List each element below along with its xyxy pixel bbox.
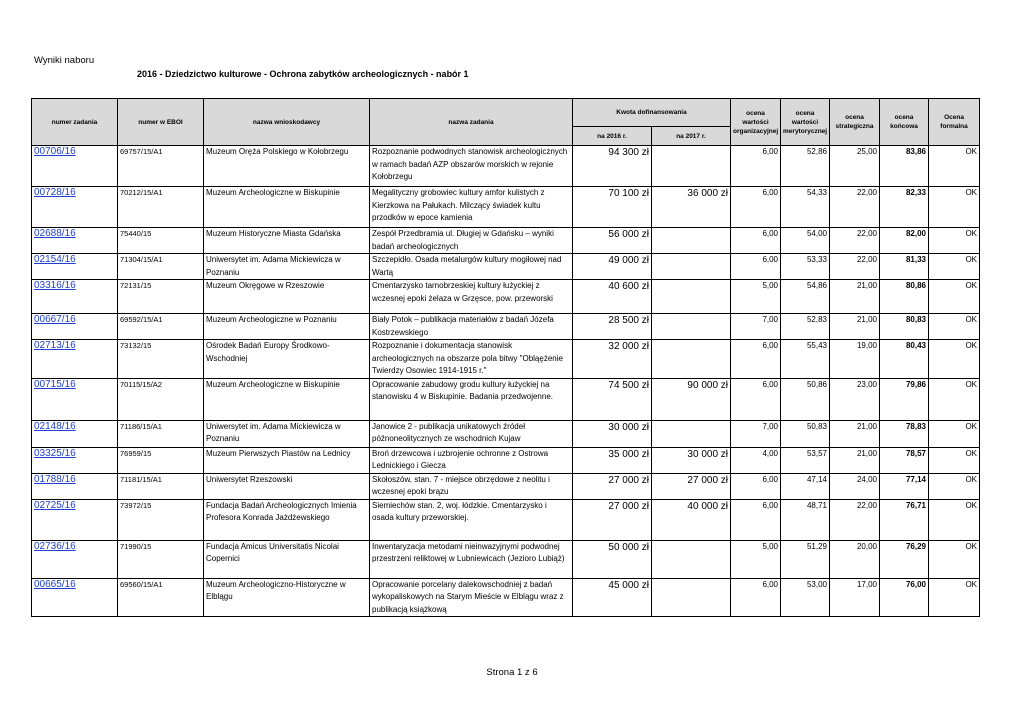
amount-2017 bbox=[652, 280, 731, 314]
score-substantive: 53,33 bbox=[781, 254, 830, 280]
task-number-cell bbox=[32, 340, 118, 379]
header-nazwa-zadania: nazwa zadania bbox=[370, 99, 573, 146]
task-number-link[interactable]: 02154/16 bbox=[34, 254, 76, 265]
header-kwota: Kwota dofinansowania bbox=[573, 99, 731, 127]
page-footer: Strona 1 z 6 bbox=[486, 667, 538, 678]
task-name: Broń drzewcowa i uzbrojenie ochronne z Ostrowa Lednickiego i Giecza bbox=[370, 447, 573, 473]
table-row bbox=[32, 146, 980, 187]
amount-2017: 30 000 zł bbox=[652, 447, 731, 473]
header-ocena-merytoryczna: ocena wartości merytorycznej bbox=[781, 99, 830, 146]
applicant-name: Uniwersytet Rzeszowski bbox=[204, 473, 370, 499]
score-strategic: 22,00 bbox=[830, 187, 880, 228]
applicant-name: Muzeum Oręża Polskiego w Kołobrzegu bbox=[204, 146, 370, 187]
applicant-name: Fundacja Amicus Universitatis Nicolai Copernici bbox=[204, 540, 370, 578]
amount-2016: 56 000 zł bbox=[573, 228, 652, 254]
score-substantive: 50,83 bbox=[781, 420, 830, 447]
amount-2017: 27 000 zł bbox=[652, 473, 731, 499]
score-strategic: 23,00 bbox=[830, 378, 880, 420]
score-final: 80,86 bbox=[880, 280, 929, 314]
score-final: 79,86 bbox=[880, 378, 929, 420]
task-number-link[interactable]: 02736/16 bbox=[34, 540, 76, 552]
task-name: Megalityczny grobowiec kultury amfor kulistych z Kierzkowa na Pałukach. Milczący świadek kultu przodków w epoce kamienia bbox=[370, 187, 573, 228]
formal-assessment: OK bbox=[929, 540, 980, 578]
eboi-number: 73132/15 bbox=[118, 340, 204, 379]
score-organizational: 7,00 bbox=[731, 420, 781, 447]
applicant-name: Muzeum Archeologiczne w Poznaniu bbox=[204, 314, 370, 340]
amount-2016: 50 000 zł bbox=[573, 540, 652, 578]
score-substantive: 54,33 bbox=[781, 187, 830, 228]
header-numer-eboi: numer w EBOI bbox=[118, 99, 204, 146]
score-final: 80,83 bbox=[880, 314, 929, 340]
score-organizational: 6,00 bbox=[731, 146, 781, 187]
task-name: Opracowanie zabudowy grodu kultury łużyckiej na stanowisku 4 w Biskupinie. Badania przedwojenne. bbox=[370, 378, 573, 420]
task-name: Skołoszów, stan. 7 - miejsce obrzędowe z neolitu i wczesnej epoki brązu bbox=[370, 473, 573, 499]
amount-2016: 49 000 zł bbox=[573, 254, 652, 280]
score-final: 78,57 bbox=[880, 447, 929, 473]
task-number-link[interactable]: 00706/16 bbox=[34, 146, 76, 157]
task-name: Szczepidło. Osada metalurgów kultury mogiłowej nad Wartą bbox=[370, 254, 573, 280]
task-number-link[interactable]: 00728/16 bbox=[34, 187, 76, 198]
amount-2017 bbox=[652, 314, 731, 340]
amount-2016: 32 000 zł bbox=[573, 340, 652, 379]
eboi-number: 71186/15/A1 bbox=[118, 420, 204, 447]
score-final: 80,43 bbox=[880, 340, 929, 379]
amount-2016: 40 600 zł bbox=[573, 280, 652, 314]
amount-2016: 35 000 zł bbox=[573, 447, 652, 473]
header-ocena-formalna: Ocena formalna bbox=[929, 99, 980, 146]
eboi-number: 72131/15 bbox=[118, 280, 204, 314]
formal-assessment: OK bbox=[929, 280, 980, 314]
formal-assessment: OK bbox=[929, 146, 980, 187]
formal-assessment: OK bbox=[929, 447, 980, 473]
table-row bbox=[32, 228, 980, 254]
table-row bbox=[32, 187, 980, 228]
formal-assessment: OK bbox=[929, 314, 980, 340]
score-organizational: 6,00 bbox=[731, 254, 781, 280]
eboi-number: 69757/15/A1 bbox=[118, 146, 204, 187]
score-final: 81,33 bbox=[880, 254, 929, 280]
task-number-cell bbox=[32, 578, 118, 617]
formal-assessment: OK bbox=[929, 228, 980, 254]
formal-assessment: OK bbox=[929, 340, 980, 379]
eboi-number: 70212/15/A1 bbox=[118, 187, 204, 228]
task-number-link[interactable]: 01788/16 bbox=[34, 473, 76, 485]
score-organizational: 6,00 bbox=[731, 228, 781, 254]
task-number-link[interactable]: 00665/16 bbox=[34, 578, 76, 590]
score-substantive: 54,86 bbox=[781, 280, 830, 314]
eboi-number: 73972/15 bbox=[118, 499, 204, 540]
header-ocena-koncowa: ocena końcowa bbox=[880, 99, 929, 146]
score-strategic: 25,00 bbox=[830, 146, 880, 187]
score-final: 76,00 bbox=[880, 578, 929, 617]
amount-2017 bbox=[652, 228, 731, 254]
eboi-number: 71181/15/A1 bbox=[118, 473, 204, 499]
score-strategic: 17,00 bbox=[830, 578, 880, 617]
score-final: 82,00 bbox=[880, 228, 929, 254]
task-number-cell bbox=[32, 499, 118, 540]
score-strategic: 21,00 bbox=[830, 314, 880, 340]
table-row bbox=[32, 254, 980, 280]
eboi-number: 69560/15/A1 bbox=[118, 578, 204, 617]
applicant-name: Uniwersytet im. Adama Mickiewicza w Poznaniu bbox=[204, 420, 370, 447]
score-organizational: 5,00 bbox=[731, 540, 781, 578]
formal-assessment: OK bbox=[929, 187, 980, 228]
document-title: Wyniki naboru bbox=[34, 55, 95, 66]
task-number-cell bbox=[32, 420, 118, 447]
task-number-cell bbox=[32, 228, 118, 254]
task-number-link[interactable]: 02688/16 bbox=[34, 228, 76, 239]
score-substantive: 55,43 bbox=[781, 340, 830, 379]
amount-2017: 90 000 zł bbox=[652, 378, 731, 420]
table-row bbox=[32, 378, 980, 420]
score-organizational: 7,00 bbox=[731, 314, 781, 340]
eboi-number: 69592/15/A1 bbox=[118, 314, 204, 340]
applicant-name: Muzeum Archeologiczno-Historyczne w Elblągu bbox=[204, 578, 370, 617]
amount-2016: 45 000 zł bbox=[573, 578, 652, 617]
task-number-cell bbox=[32, 473, 118, 499]
amount-2017 bbox=[652, 340, 731, 379]
task-name: Janowice 2 - publikacja unikatowych źródeł późnoneolitycznych ze wschodnich Kujaw bbox=[370, 420, 573, 447]
task-number-cell bbox=[32, 146, 118, 187]
eboi-number: 71304/15/A1 bbox=[118, 254, 204, 280]
task-number-link[interactable]: 00715/16 bbox=[34, 378, 76, 390]
score-substantive: 54,00 bbox=[781, 228, 830, 254]
document-subtitle: 2016 - Dziedzictwo kulturowe - Ochrona zabytków archeologicznych - nabór 1 bbox=[137, 69, 469, 79]
formal-assessment: OK bbox=[929, 578, 980, 617]
score-strategic: 22,00 bbox=[830, 499, 880, 540]
amount-2017 bbox=[652, 578, 731, 617]
amount-2017: 40 000 zł bbox=[652, 499, 731, 540]
score-substantive: 53,00 bbox=[781, 578, 830, 617]
formal-assessment: OK bbox=[929, 254, 980, 280]
score-organizational: 6,00 bbox=[731, 473, 781, 499]
score-strategic: 21,00 bbox=[830, 280, 880, 314]
score-strategic: 19,00 bbox=[830, 340, 880, 379]
header-2016: na 2016 r. bbox=[573, 127, 652, 146]
score-strategic: 21,00 bbox=[830, 420, 880, 447]
eboi-number: 71990/15 bbox=[118, 540, 204, 578]
results-table bbox=[31, 98, 980, 617]
task-number-link[interactable]: 03316/16 bbox=[34, 280, 76, 291]
applicant-name: Fundacja Badań Archeologicznych Imienia Profesora Konrada Jażdżewskiego bbox=[204, 499, 370, 540]
amount-2017 bbox=[652, 254, 731, 280]
task-name: Zespół Przedbramia ul. Długiej w Gdańsku – wyniki badań archeologicznych bbox=[370, 228, 573, 254]
task-name: Inwentaryzacja metodami nieinwazyjnymi podwodnej przestrzeni reliktowej w Lubniewicach (Jezioro Lubiąż) bbox=[370, 540, 573, 578]
task-name: Rozpoznanie i dokumentacja stanowisk archeologicznych na obszarze pola bitwy "Obląężenie Twierdzy Osowiec 1914-1915 r." bbox=[370, 340, 573, 379]
table-row bbox=[32, 499, 980, 540]
header-numer-zadania: numer zadania bbox=[32, 99, 118, 146]
task-name: Siemiechów stan. 2, woj. łódzkie. Cmentarzysko i osada kultury przeworskiej. bbox=[370, 499, 573, 540]
score-organizational: 4,00 bbox=[731, 447, 781, 473]
task-number-link[interactable]: 02725/16 bbox=[34, 499, 76, 511]
applicant-name: Muzeum Historyczne Miasta Gdańska bbox=[204, 228, 370, 254]
task-name: Opracowanie porcelany dalekowschodniej z badań wykopaliskowych na Starym Mieście w Elblągu wraz z publikacją książkową bbox=[370, 578, 573, 617]
score-substantive: 50,86 bbox=[781, 378, 830, 420]
score-final: 76,29 bbox=[880, 540, 929, 578]
task-number-link[interactable]: 00667/16 bbox=[34, 314, 76, 325]
formal-assessment: OK bbox=[929, 499, 980, 540]
header-ocena-organizacyjna: ocena wartości organizacyjnej bbox=[731, 99, 781, 146]
task-number-cell bbox=[32, 187, 118, 228]
eboi-number: 70115/15/A2 bbox=[118, 378, 204, 420]
table-row bbox=[32, 280, 980, 314]
score-final: 82,33 bbox=[880, 187, 929, 228]
score-strategic: 24,00 bbox=[830, 473, 880, 499]
table-row bbox=[32, 420, 980, 447]
amount-2017 bbox=[652, 540, 731, 578]
formal-assessment: OK bbox=[929, 420, 980, 447]
header-wnioskodawca: nazwa wnioskodawcy bbox=[204, 99, 370, 146]
amount-2016: 94 300 zł bbox=[573, 146, 652, 187]
task-number-link[interactable]: 02148/16 bbox=[34, 420, 76, 432]
applicant-name: Uniwersytet im. Adama Mickiewicza w Poznaniu bbox=[204, 254, 370, 280]
score-organizational: 5,00 bbox=[731, 280, 781, 314]
score-substantive: 47,14 bbox=[781, 473, 830, 499]
score-organizational: 6,00 bbox=[731, 378, 781, 420]
amount-2017: 36 000 zł bbox=[652, 187, 731, 228]
score-final: 83,86 bbox=[880, 146, 929, 187]
formal-assessment: OK bbox=[929, 378, 980, 420]
score-substantive: 51,29 bbox=[781, 540, 830, 578]
applicant-name: Ośrodek Badań Europy Środkowo-Wschodniej bbox=[204, 340, 370, 379]
score-substantive: 52,86 bbox=[781, 146, 830, 187]
amount-2016: 28 500 zł bbox=[573, 314, 652, 340]
eboi-number: 75440/15 bbox=[118, 228, 204, 254]
score-substantive: 52,83 bbox=[781, 314, 830, 340]
task-number-cell bbox=[32, 314, 118, 340]
task-name: Biały Potok – publikacja materiałów z badań Józefa Kostrzewskiego bbox=[370, 314, 573, 340]
score-organizational: 6,00 bbox=[731, 340, 781, 379]
task-number-cell bbox=[32, 447, 118, 473]
applicant-name: Muzeum Archeologiczne w Biskupinie bbox=[204, 187, 370, 228]
amount-2017 bbox=[652, 420, 731, 447]
table-row bbox=[32, 578, 980, 617]
score-strategic: 22,00 bbox=[830, 254, 880, 280]
amount-2016: 70 100 zł bbox=[573, 187, 652, 228]
applicant-name: Muzeum Pierwszych Piastów na Lednicy bbox=[204, 447, 370, 473]
task-number-link[interactable]: 02713/16 bbox=[34, 340, 76, 351]
task-number-cell bbox=[32, 280, 118, 314]
table-row bbox=[32, 340, 980, 379]
score-substantive: 48,71 bbox=[781, 499, 830, 540]
task-name: Rozpoznanie podwodnych stanowisk archeologicznych w ramach badań AZP obszarów morskich w rejonie Kołobrzegu bbox=[370, 146, 573, 187]
score-final: 77,14 bbox=[880, 473, 929, 499]
task-number-cell bbox=[32, 540, 118, 578]
header-ocena-strategiczna: ocena strategiczna bbox=[830, 99, 880, 146]
amount-2016: 30 000 zł bbox=[573, 420, 652, 447]
header-2017: na 2017 r. bbox=[652, 127, 731, 146]
table-row bbox=[32, 314, 980, 340]
score-organizational: 6,00 bbox=[731, 187, 781, 228]
score-substantive: 53,57 bbox=[781, 447, 830, 473]
score-strategic: 21,00 bbox=[830, 447, 880, 473]
amount-2016: 27 000 zł bbox=[573, 499, 652, 540]
score-final: 76,71 bbox=[880, 499, 929, 540]
table-row bbox=[32, 473, 980, 499]
score-strategic: 20,00 bbox=[830, 540, 880, 578]
amount-2016: 74 500 zł bbox=[573, 378, 652, 420]
task-number-link[interactable]: 03325/16 bbox=[34, 447, 76, 459]
score-final: 78,83 bbox=[880, 420, 929, 447]
applicant-name: Muzeum Okręgowe w Rzeszowie bbox=[204, 280, 370, 314]
score-organizational: 6,00 bbox=[731, 499, 781, 540]
table-row bbox=[32, 540, 980, 578]
eboi-number: 76959/15 bbox=[118, 447, 204, 473]
amount-2017 bbox=[652, 146, 731, 187]
task-number-cell bbox=[32, 378, 118, 420]
applicant-name: Muzeum Archeologiczne w Biskupinie bbox=[204, 378, 370, 420]
task-number-cell bbox=[32, 254, 118, 280]
table-row bbox=[32, 447, 980, 473]
task-name: Cmentarzysko tarnobrzeskiej kultury łużyckiej z wczesnej epoki żelaza w Grzęsce, pow. przeworski bbox=[370, 280, 573, 314]
score-organizational: 6,00 bbox=[731, 578, 781, 617]
formal-assessment: OK bbox=[929, 473, 980, 499]
score-strategic: 22,00 bbox=[830, 228, 880, 254]
amount-2016: 27 000 zł bbox=[573, 473, 652, 499]
